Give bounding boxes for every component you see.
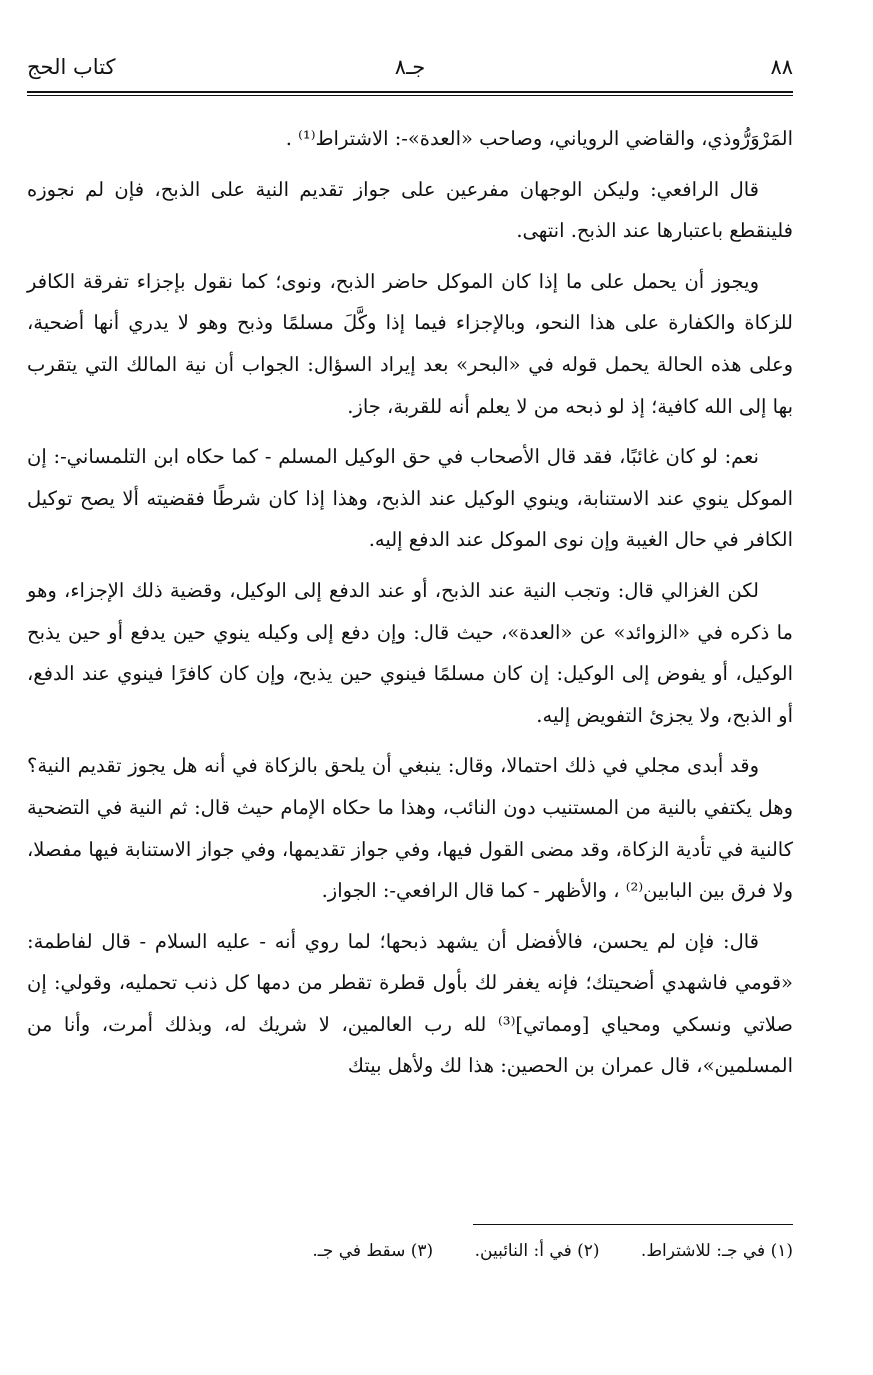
book-title: كتاب الحج (27, 55, 116, 79)
footnotes (180, 1238, 793, 1264)
running-header (27, 52, 793, 88)
footnote-separator (473, 1224, 793, 1225)
paragraph: لكن الغزالي قال: وتجب النية عند الذبح، أو عند الدفع إلى الوكيل، وقضية ذلك الإجزاء، وهو ما ذكره في «الزوائد» عن «العدة»، حيث قال: وإن دفع إلى وكيله ينوي حين يدفع أو حين يذبح الوكيل، أو يفوض إلى الوكيل: إن كان مسلمًا فينوي حين يذبح، وإن كان كافرًا فينوي عند الدفع، أو الذبح، ولا يجزئ التفويض إليه. (27, 578, 793, 727)
volume-label: جـ٨ (394, 55, 426, 79)
paragraph: ويجوز أن يحمل على ما إذا كان الموكل حاضر الذبح، ونوى؛ كما نقول بإجزاء تفرقة الكافر للزكاة والكفارة على هذا النحو، وبالإجزاء فيما إذا وكَّلَ مسلمًا وذبح وهو لا يدري أنها أضحية، وعلى هذه الحالة يحمل قوله في «البحر» بعد إيراد السؤال: الجواب أن نية المالك التي يتقرب بها إلى الله كافية؛ إذ لو ذبحه من لا يعلم أنه للقربة، جاز. (27, 269, 793, 418)
paragraph: قال الرافعي: وليكن الوجهان مفرعين على جواز تقديم النية على الذبح، فإن لم نجوزه فلينقطع باعتبارها عند الذبح. انتهى. (27, 177, 793, 243)
footnote-3: (٣) سقط في جـ. (312, 1241, 434, 1261)
footnote-2: (٢) في أ: النائبين. (474, 1241, 600, 1261)
footnote-1: (١) في جـ: للاشتراط. (640, 1241, 793, 1261)
paragraph: نعم: لو كان غائبًا، فقد قال الأصحاب في حق الوكيل المسلم - كما حكاه ابن التلمساني-: إن الموكل ينوي عند الاستنابة، وينوي الوكيل عند الذبح، وهذا إذا كان شرطًا فقضيته ألا يصح توكيل الكافر في حال الغيبة وإن نوى الموكل عند الدفع إليه. (27, 445, 793, 552)
paragraph: المَرْوَرُّوذي، والقاضي الروياني، وصاحب «العدة»-: الاشتراط⁽¹⁾ . (285, 127, 793, 150)
page-number: ٨٨ (770, 55, 793, 79)
paragraph: وقد أبدى مجلي في ذلك احتمالا، وقال: ينبغي أن يلحق بالزكاة في أنه هل يجوز تقديم النية؟ وهل يكتفي بالنية من المستنيب دون النائب، وهذا ما حكاه الإمام حيث قال: ثم النية في التضحية كالنية في تأدية الزكاة، وقد مضى القول فيها، وفي جواز تقديمها، وفي جواز الاستنابة فيها مفصلا، ولا فرق بين البابين⁽²⁾ ، والأظهر - كما قال الرافعي-: الجواز. (27, 754, 793, 903)
main-text (27, 118, 793, 1096)
header-rule-thin (27, 95, 793, 96)
header-rule (27, 91, 793, 93)
paragraph: قال: فإن لم يحسن، فالأفضل أن يشهد ذبحها؛ لما روي أنه - عليه السلام - قال لفاطمة: «قومي فاشهدي أضحيتك؛ فإنه يغفر لك بأول قطرة تقطر من دمها كل ذنب تحمليه، وقولي: إن صلاتي ونسكي ومحياي [ومماتي]⁽³⁾ لله رب العالمين، لا شريك له، وبذلك أمرت، وأنا من المسلمين»، قال عمران بن الحصين: هذا لك ولأهل بيتك (27, 929, 793, 1078)
